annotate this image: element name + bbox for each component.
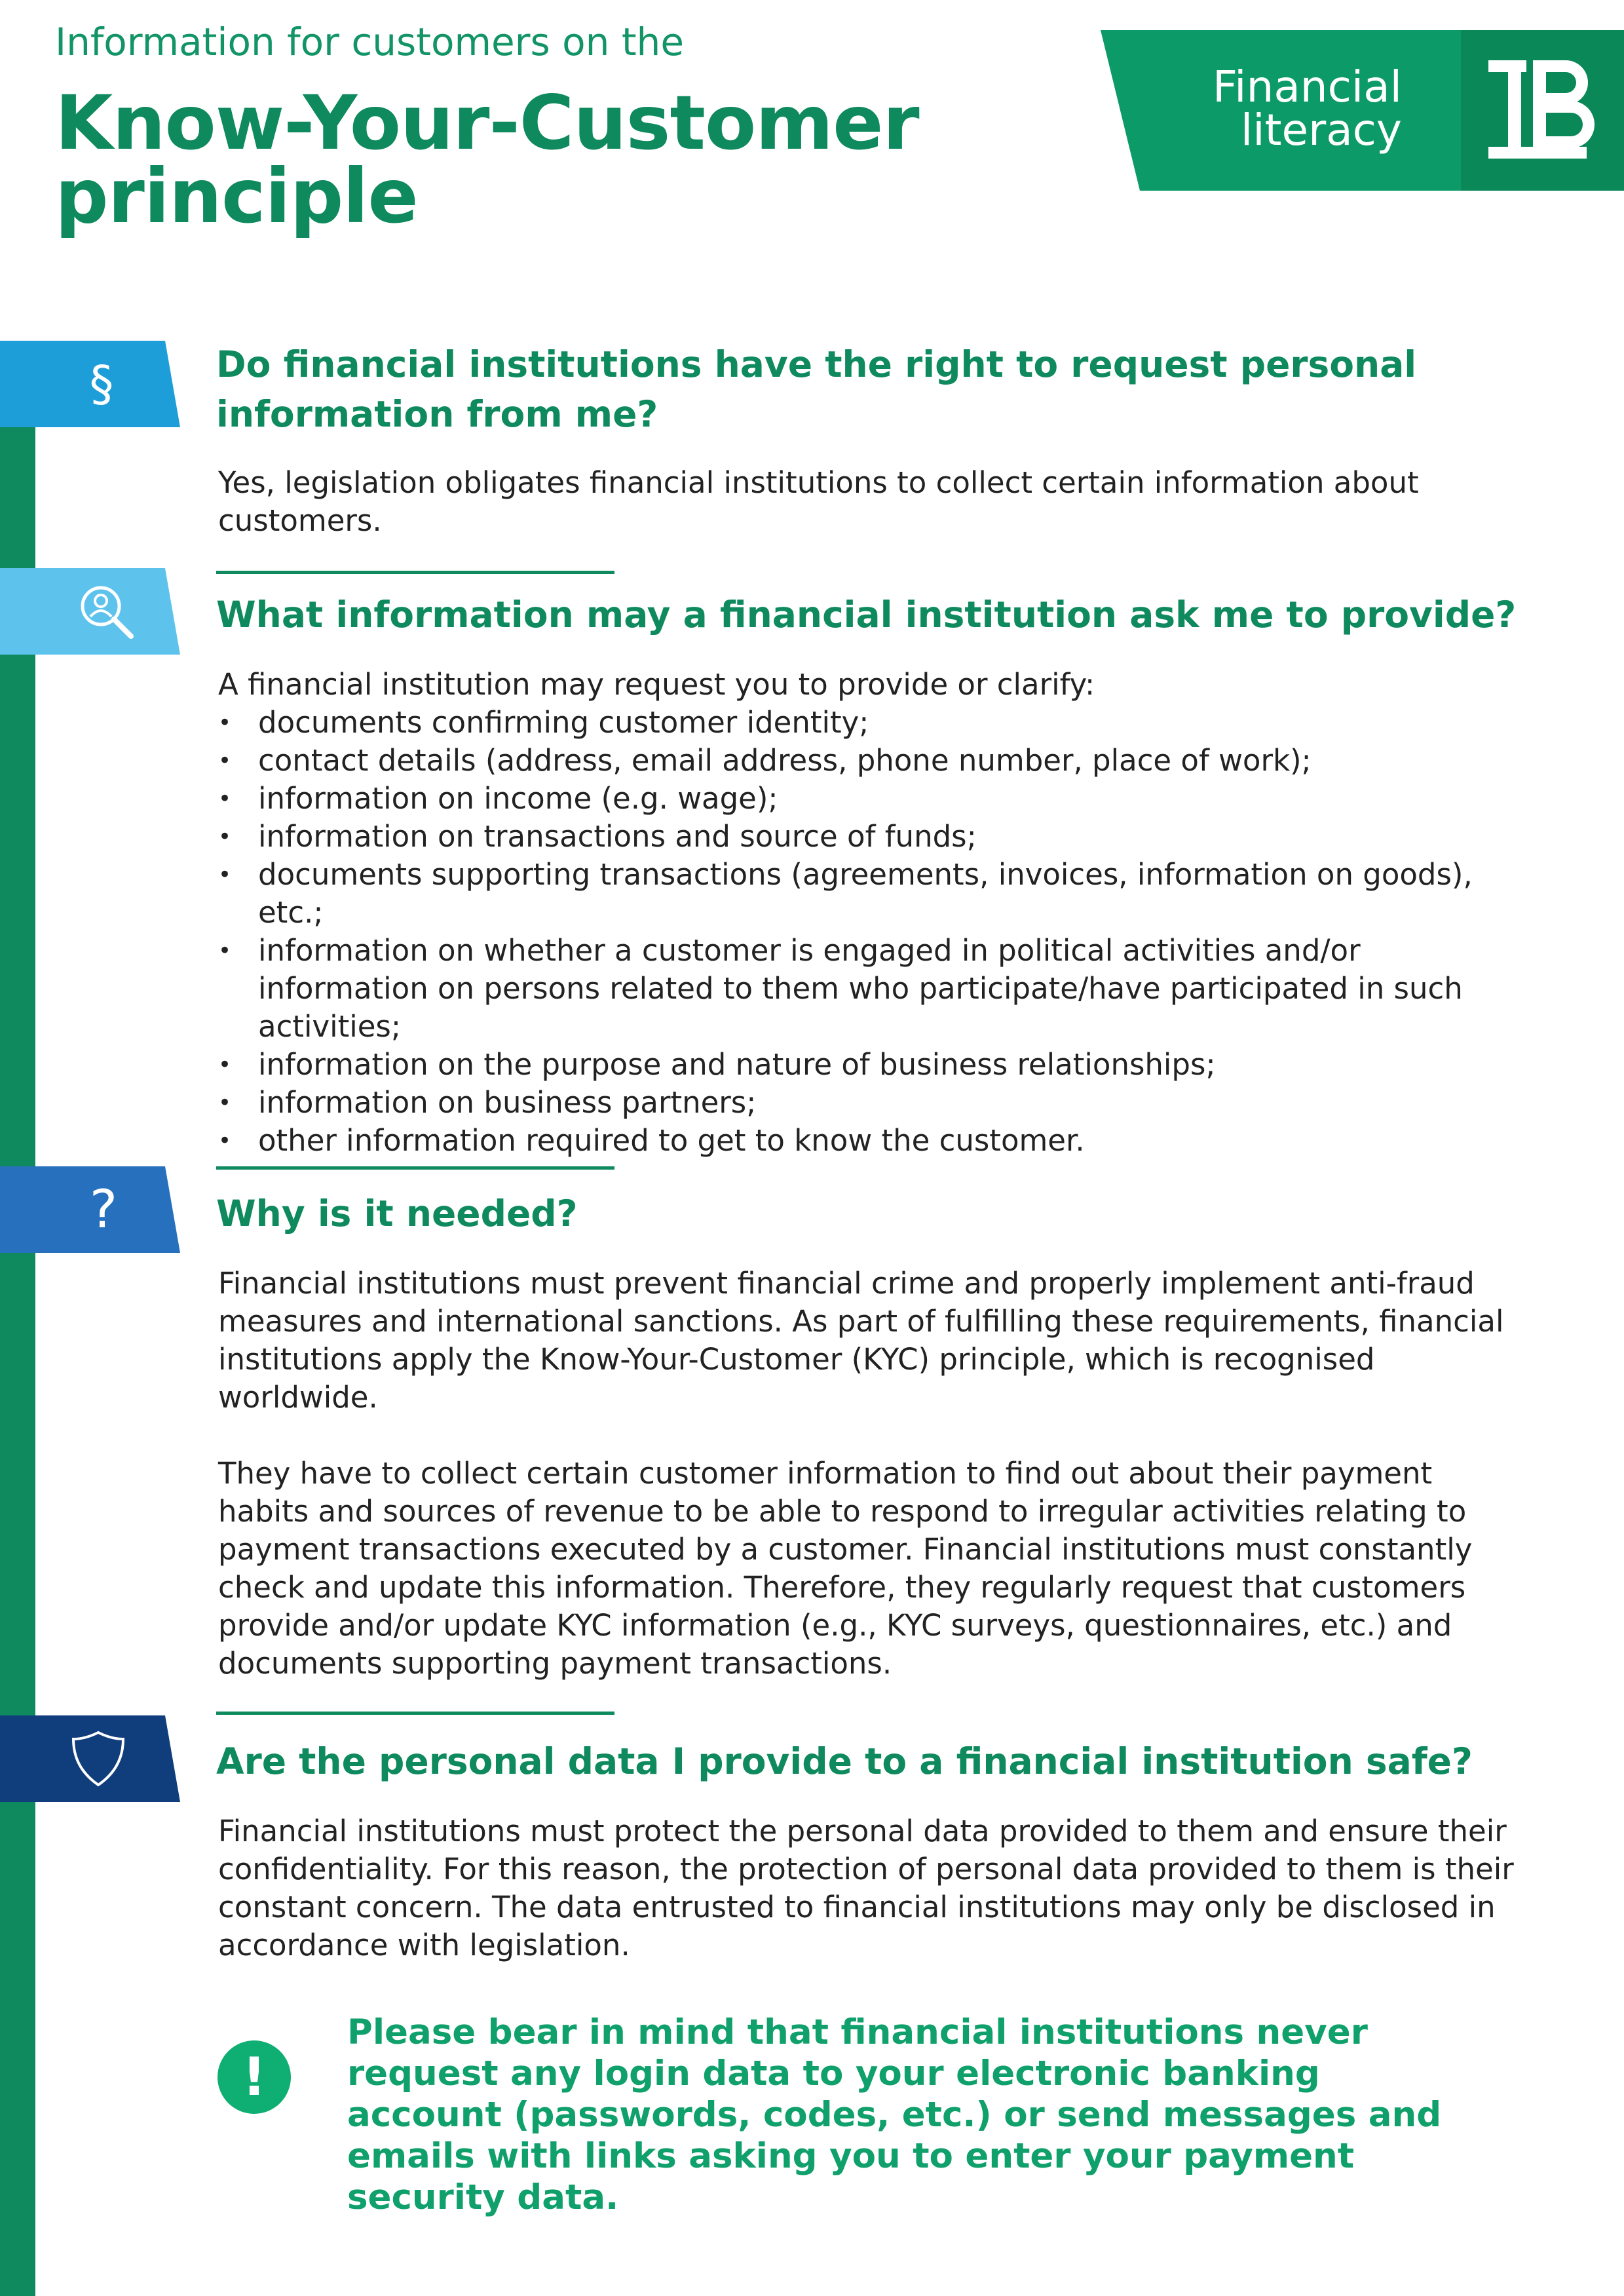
section-divider xyxy=(216,571,614,574)
section-tab-3 xyxy=(0,1166,180,1253)
section-tab-4 xyxy=(0,1715,180,1802)
list-item: • information on income (e.g. wage); xyxy=(218,780,1528,818)
list-item: • information on transactions and source of funds; xyxy=(218,818,1528,856)
list-item: • other information required to get to know the customer. xyxy=(218,1122,1528,1160)
section-body-4: Financial institutions must protect the personal data provided to them and ensure their confidentiality. For this reason, the protection of personal data provided to them is their constant concern. The data entrusted to financial institutions may only be disclosed in accordance with legislation. xyxy=(218,1814,1514,1962)
list-item: • information on business partners; xyxy=(218,1084,1528,1122)
shield-icon xyxy=(66,1726,131,1791)
paragraph: They have to collect certain customer information to find out about their payment habits and sources of revenue to be able to respond to irregular activities relating to payment transactions executed by a customer. Financial institutions must constantly check and update this information. Therefore, they regularly request that customers provide and/or update KYC information (e.g., KYC surveys, questionnaires, etc.) and documents supporting payment transactions. xyxy=(218,1456,1473,1681)
banner-text: Financial literacy xyxy=(1212,62,1402,155)
question-icon: ? xyxy=(89,1179,118,1240)
section-body-3 xyxy=(218,1265,1528,1683)
list-item: • documents confirming customer identity; xyxy=(218,704,1528,742)
list-item: • information on whether a customer is engaged in political activities and/or information on persons related to them who participate/have participated in such activities; xyxy=(218,932,1516,1046)
section-heading-3: Why is it needed? xyxy=(216,1193,578,1234)
section-heading-4: Are the personal data I provide to a financial institution safe? xyxy=(216,1740,1473,1782)
paragraph: Financial institutions must prevent financial crime and properly implement anti-fraud measures and international sanctions. As part of fulfilling these requirements, financial institutions apply the Know-Your-Customer (KYC) principle, which is recognised worldwide. xyxy=(218,1266,1504,1415)
section-body-1: Yes, legislation obligates financial institutions to collect certain information about customers. xyxy=(218,465,1419,538)
list-item: • contact details (address, email address, phone number, place of work); xyxy=(218,742,1528,780)
person-search-icon xyxy=(73,579,139,644)
section-intro-2: A financial institution may request you to provide or clarify: xyxy=(218,667,1095,702)
section-divider xyxy=(216,1712,614,1715)
section-heading-1: Do financial institutions have the right to request personal information from me? xyxy=(216,343,1417,435)
page-title: Know-Your-Customer principle xyxy=(55,79,919,240)
bank-logo-icon xyxy=(1461,30,1624,191)
section-tab-2 xyxy=(0,568,180,655)
warning-text: Please bear in mind that financial institutions never request any login data to your electronic banking account (passwords, codes, etc.) or send messages and emails with links asking you to enter your payment security data. xyxy=(347,2012,1442,2217)
pretitle: Information for customers on the xyxy=(55,20,685,64)
section-tab-1 xyxy=(0,341,180,427)
list-item: • documents supporting transactions (agreements, invoices, information on goods), etc.; xyxy=(218,856,1528,932)
exclamation-icon xyxy=(217,2040,291,2114)
section-divider xyxy=(216,1166,614,1170)
section-heading-2: What information may a financial institution ask me to provide? xyxy=(216,594,1517,636)
paragraph-icon: § xyxy=(89,356,114,412)
section-list-block xyxy=(218,666,1528,1160)
list-item: • information on the purpose and nature of business relationships; xyxy=(218,1046,1528,1084)
exclamation-symbol: ! xyxy=(242,2046,267,2107)
